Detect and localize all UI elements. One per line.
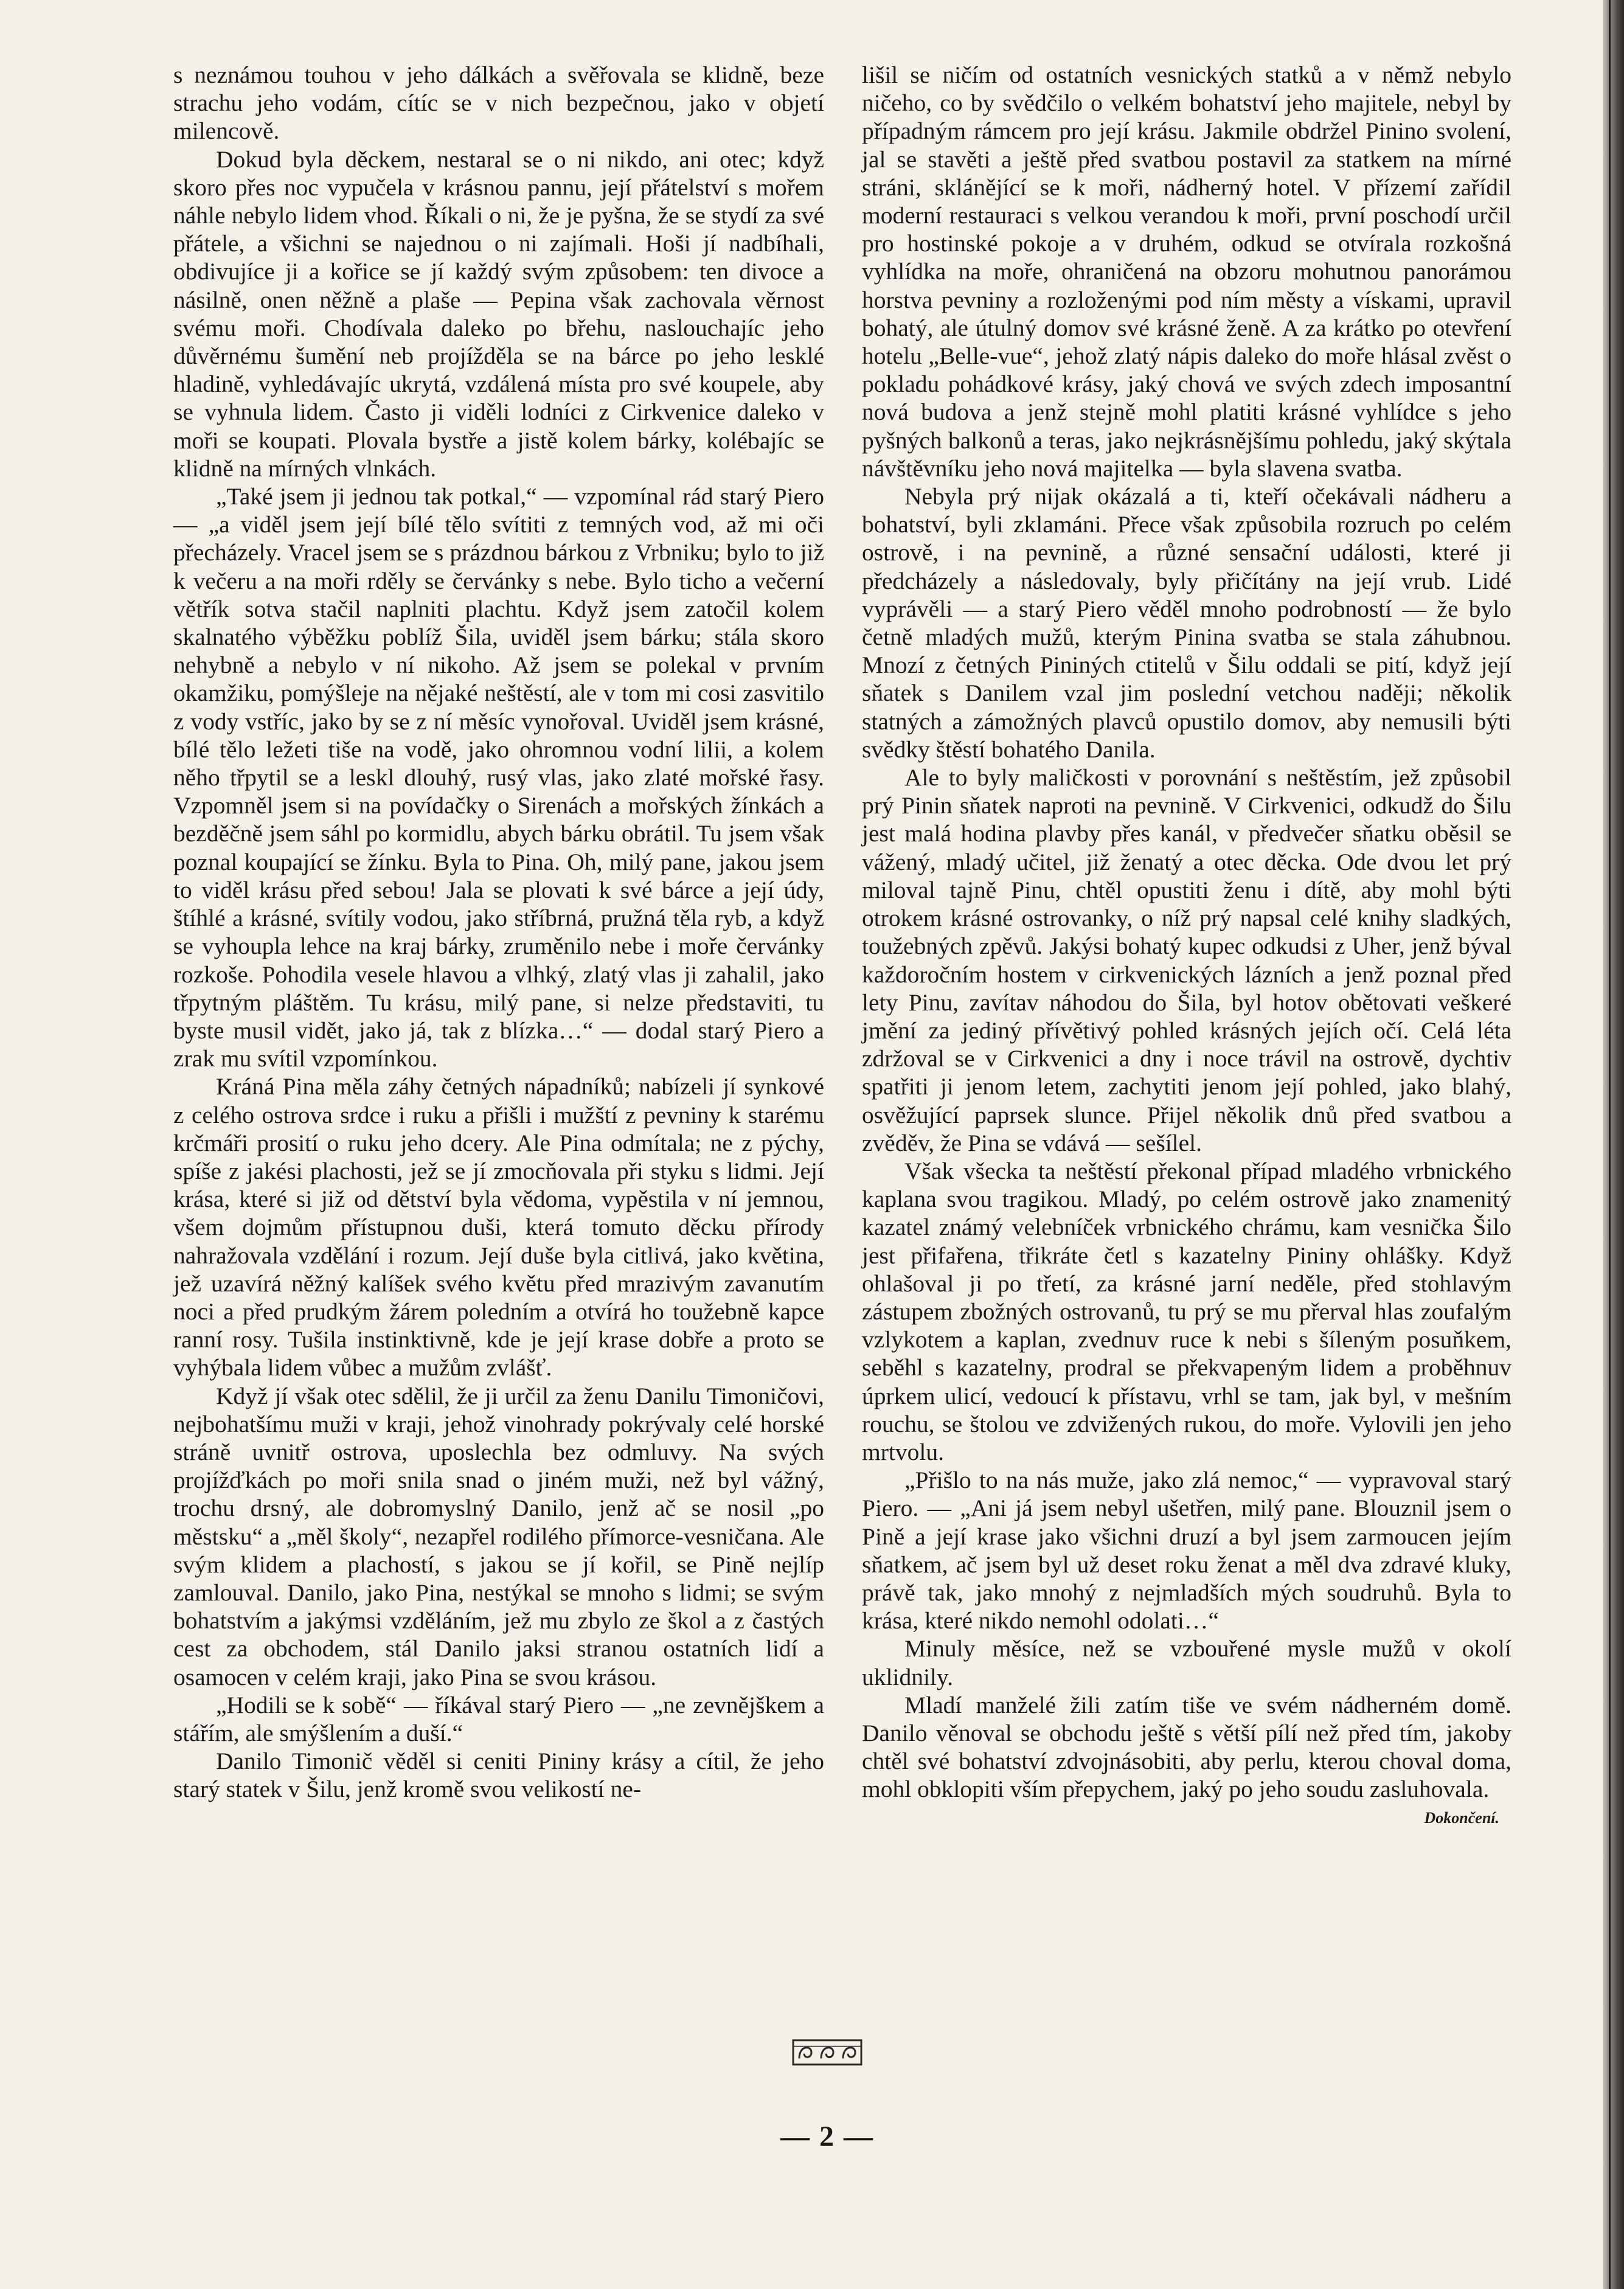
- page-number: — 2 —: [780, 2121, 874, 2153]
- ornament-icon: [791, 2034, 864, 2071]
- paragraph: „Přišlo to na nás muže, jako zlá nemoc,“ — vypravoval starý Piero. — „Ani já jsem nebyl ušetřen, milý pane. Blouznil jsem o Pině a její krase jako všichni druzí a byl jsem zarmoucen jejím sňatkem, ač jsem byl už deset roku ženat a měl dva zdravé kluky, právě tak, jako mnohý z nejmladších mých soudruhů. Byla to krása, které nikdo nemohl odolati…“: [862, 1467, 1511, 1634]
- paragraph: Minuly měsíce, než se vzbouřené mysle mužů v okolí uklidnily.: [862, 1635, 1511, 1690]
- paragraph: s neznámou touhou v jeho dálkách a svěřovala se klidně, beze strachu jeho vodám, cítíc se v nich bezpečnou, jako v objetí milencově.: [173, 61, 824, 145]
- left-column: [173, 61, 824, 1804]
- paragraph: Když jí však otec sdělil, že ji určil za ženu Danilu Timoničovi, nejbohatšímu muži v kraji, jehož vinohrady pokrývaly celé horské stráně uvnitř ostrova, uposlechla bez odmluvy. Na svých projížďkách po moři snila snad o jiném muži, než byl vážný, trochu drsný, ale dobromyslný Danilo, jenž ač se nosil „po městsku“ a „měl školy“, nezapřel rodilého přímorce-vesničana. Ale svým klidem a plachostí, s jakou se jí kořil, se Pině nejlíp zamlouval. Danilo, jako Pina, nestýkal se mnoho s lidmi; se svým bohatstvím a jakýmsi vzděláním, jež mu zbylo ze škol a z častých cest za obchodem, stál Danilo jaksi stranou ostatních lidí a osamocen v celém kraji, jako Pina se svou krásou.: [173, 1382, 824, 1690]
- paragraph: Mladí manželé žili zatím tiše ve svém nádherném domě. Danilo věnoval se obchodu ještě s větší pílí než před tím, jakoby chtěl své bohatství zdvojnásobiti, aby perlu, kterou choval doma, mohl obklopiti vším přepychem, jaký po jeho soudu zasluhovala.: [862, 1691, 1511, 1803]
- paragraph: Ale to byly maličkosti v porovnání s neštěstím, jež způsobil prý Pinin sňatek naproti na pevnině. V Cirkvenici, odkudž do Šilu jest malá hodina plavby přes kanál, v předvečer sňatku oběsil se vážený, mladý učitel, již ženatý a otec děcka. Ode dvou let prý miloval tajně Pinu, chtěl opustiti ženu i dítě, aby mohl býti otrokem krásné ostrovanky, o níž prý napsal celé knihy sladkých, toužebných zpěvů. Jakýsi bohatý kupec odkudsi z Uher, jenž býval každoročním hostem v cirkvenických lázních a jenž poznal před lety Pinu, zavítav náhodou do Šila, byl hotov obětovati veškeré jmění za jediný přívětivý pohled krásných jejích očí. Celá léta zdržoval se v Cirkvenici a dny i noce trávil na ostrově, dychtiv spatřiti ji jenom letem, zachytiti jenom její pohled, jako blahý, osvěžující paprsek slunce. Přijel několik dnů před svatbou a zvěděv, že Pina se vdává — sešílel.: [862, 764, 1511, 1156]
- page-edge-line: [1609, 0, 1611, 2289]
- paragraph: „Hodili se k sobě“ — říkával starý Piero — „ne zevnějškem a stářím, ale smýšlením a duší.“: [173, 1691, 824, 1746]
- paragraph: „Také jsem ji jednou tak potkal,“ — vzpomínal rád starý Piero — „a viděl jsem její bílé tělo svítiti z temných vod, až mi oči přecházely. Vracel jsem se s prázdnou bárkou z Vrbniku; bylo to již k večeru a na moři rděly se červánky s nebe. Bylo ticho a večerní větřík sotva stačil naplniti plachtu. Když jsem zatočil kolem skalnatého výběžku poblíž Šila, uviděl jsem bárku; stála skoro nehybně a nebylo v ní nikoho. Až jsem se polekal v prvním okamžiku, pomýšleje na nějaké neštěstí, ale v tom mi cosi zasvitilo z vody vstříc, jako by se z ní měsíc vynořoval. Uviděl jsem krásné, bílé tělo ležeti tiše na vodě, jako ohromnou vodní lilii, a kolem něho třpytil se a leskl dlouhý, rusý vlas, jako zlaté mořské řasy. Vzpomněl jsem si na povídačky o Sirenách a mořských žínkách a bezděčně jsem sáhl po kormidlu, abych bárku obrátil. Tu jsem však poznal koupající se žínku. Byla to Pina. Oh, milý pane, jakou jsem to viděl krásu před sebou! Jala se plovati k své bárce a její údy, štíhlé a krásné, svítily vodou, jako stříbrná, pružná těla ryb, a když se vyhoupla lehce na kraj bárky, zruměnilo nebe i moře červánky rozkoše. Pohodila vesele hlavou a vlhký, zlatý vlas ji zahalil, jako třpytným pláštěm. Tu krásu, milý pane, si nelze představiti, tu byste musil vidět, jako já, tak z blízka…“ — dodal starý Piero a zrak mu svítil vzpomínkou.: [173, 483, 824, 1072]
- paragraph: Však všecka ta neštěstí překonal případ mladého vrbnického kaplana svou tragikou. Mladý, po celém ostrově jako znamenitý kazatel známý velebníček vrbnického chrámu, kam vesnička Šilo jest přifařena, třikráte četl s kazatelny Pininy ohlášky. Když ohlašoval ji po třetí, za krásné jarní neděle, před stohlavým zástupem zbožných ostrovanů, tu prý se mu přerval hlas zoufalým vzlykotem a kaplan, zvednuv ruce k nebi s šíleným posuňkem, seběhl s kazatelny, prodral se překvapeným lidem a proběhnuv úprkem ulicí, vedoucí k přístavu, vrhl se tam, jak byl, v mešním rouchu, se štolou ve zdvižených rukou, do moře. Vylovili jen jeho mrtvolu.: [862, 1157, 1511, 1465]
- paragraph: Dokud byla děckem, nestaral se o ni nikdo, ani otec; když skoro přes noc vypučela v krásnou pannu, její přátelství s mořem náhle nebylo lidem vhod. Říkali o ni, že je pyšna, že se stydí za své přátele, a všichni se najednou o ni zajímali. Hoši jí nadbíhali, obdivujíce ji a kořice se jí každý svým způsobem: ten divoce a násilně, onen něžně a plaše — Pepina však zachovala věrnost svému moři. Chodívala daleko po břehu, naslouchajíc jeho důvěrnému šumění neb projížděla se na bárce po jeho lesklé hladině, vyhledávajíc ukrytá, vzdálená místa pro své koupele, aby se vyhnula lidem. Často ji viděli lodníci z Cirkvenice daleko v moři se koupati. Plovala bystře a jistě kolem bárky, kolébajíc se klidně na mírných vlnkách.: [173, 145, 824, 482]
- paragraph: lišil se ničím od ostatních vesnických statků a v němž nebylo ničeho, co by svědčilo o velkém bohatství jeho majitele, nebyl by případným rámcem pro její krásu. Jakmile obdržel Pinino svolení, jal se stavěti a ještě před svatbou postavil za statkem na mírné stráni, sklánějící se k moři, nádherný hotel. V přízemí zařídil moderní restauraci s velkou verandou k moři, první poschodí určil pro hostinské pokoje a v druhém, odkud se otvírala rozkošná vyhlídka na moře, ohraničená na obzoru mohutnou panorámou horstva pevniny a rozloženými pod ním městy a vískami, upravil bohatý, ale útulný domov své krásné ženě. A za krátko po otevření hotelu „Belle-vue“, jehož zlatý nápis daleko do moře hlásal zvěst o pokladu pohádkové krásy, jaký chová ve svých zdech imposantní nová budova a jenž stejně mohl platiti krásné vyhlídce s jeho pyšných balkonů a teras, jako nejkrásnějšímu pohledu, jaký skýtala návštěvníku jeho nová majitelka — byla slavena svatba.: [862, 61, 1511, 482]
- page-edge-shadow: [1603, 0, 1624, 2289]
- continued-note: Dokončení.: [1424, 1808, 1499, 1827]
- paragraph: Kráná Pina měla záhy četných nápadníků; nabízeli jí synkové z celého ostrova srdce i ruku a přišli i mužští z pevniny k starému krčmáři prosití o ruku jeho dcery. Ale Pina odmítala; ne z pýchy, spíše z jakési plachosti, jež se jí zmocňovala při styku s lidmi. Její krása, které si již od dětství byla vědoma, vypěstila v ní jemnou, všem dojmům přístupnou duši, která tomuto děcku přírody nahražovala vzdělání i rozum. Její duše byla citlivá, jako květina, jež uzavírá něžný kalíšek svého květu před mrazivým zavanutím noci a před prudkým žárem poledním a otvírá ho toužebně kapce ranní rosy. Tušila instinktivně, kde je její krase dobře a proto se vyhýbala lidem vůbec a mužům zvlášť.: [173, 1073, 824, 1381]
- right-column: [862, 61, 1511, 1830]
- paragraph: Nebyla prý nijak okázalá a ti, kteří očekávali nádheru a bohatství, byli zklamáni. Přece však způsobila rozruch po celém ostrově, i na pevnině, a různé sensační události, které ji předcházely a následovaly, byly přičítány na její vrub. Lidé vyprávěli — a starý Piero věděl mnoho podrobností — že bylo četně mladých mužů, kterým Pinina svatba se stala záhubnou. Mnozí z četných Pininých ctitelů v Šilu oddali se pití, když její sňatek s Danilem vzal jim poslední vetchou naději; několik statných a zámožných plavců opustilo domov, aby nemusili býti svědky štěstí bohatého Danila.: [862, 483, 1511, 763]
- paragraph: Danilo Timonič věděl si ceniti Pininy krásy a cítil, že jeho starý statek v Šilu, jenž kromě svou velikostí ne-: [173, 1748, 824, 1803]
